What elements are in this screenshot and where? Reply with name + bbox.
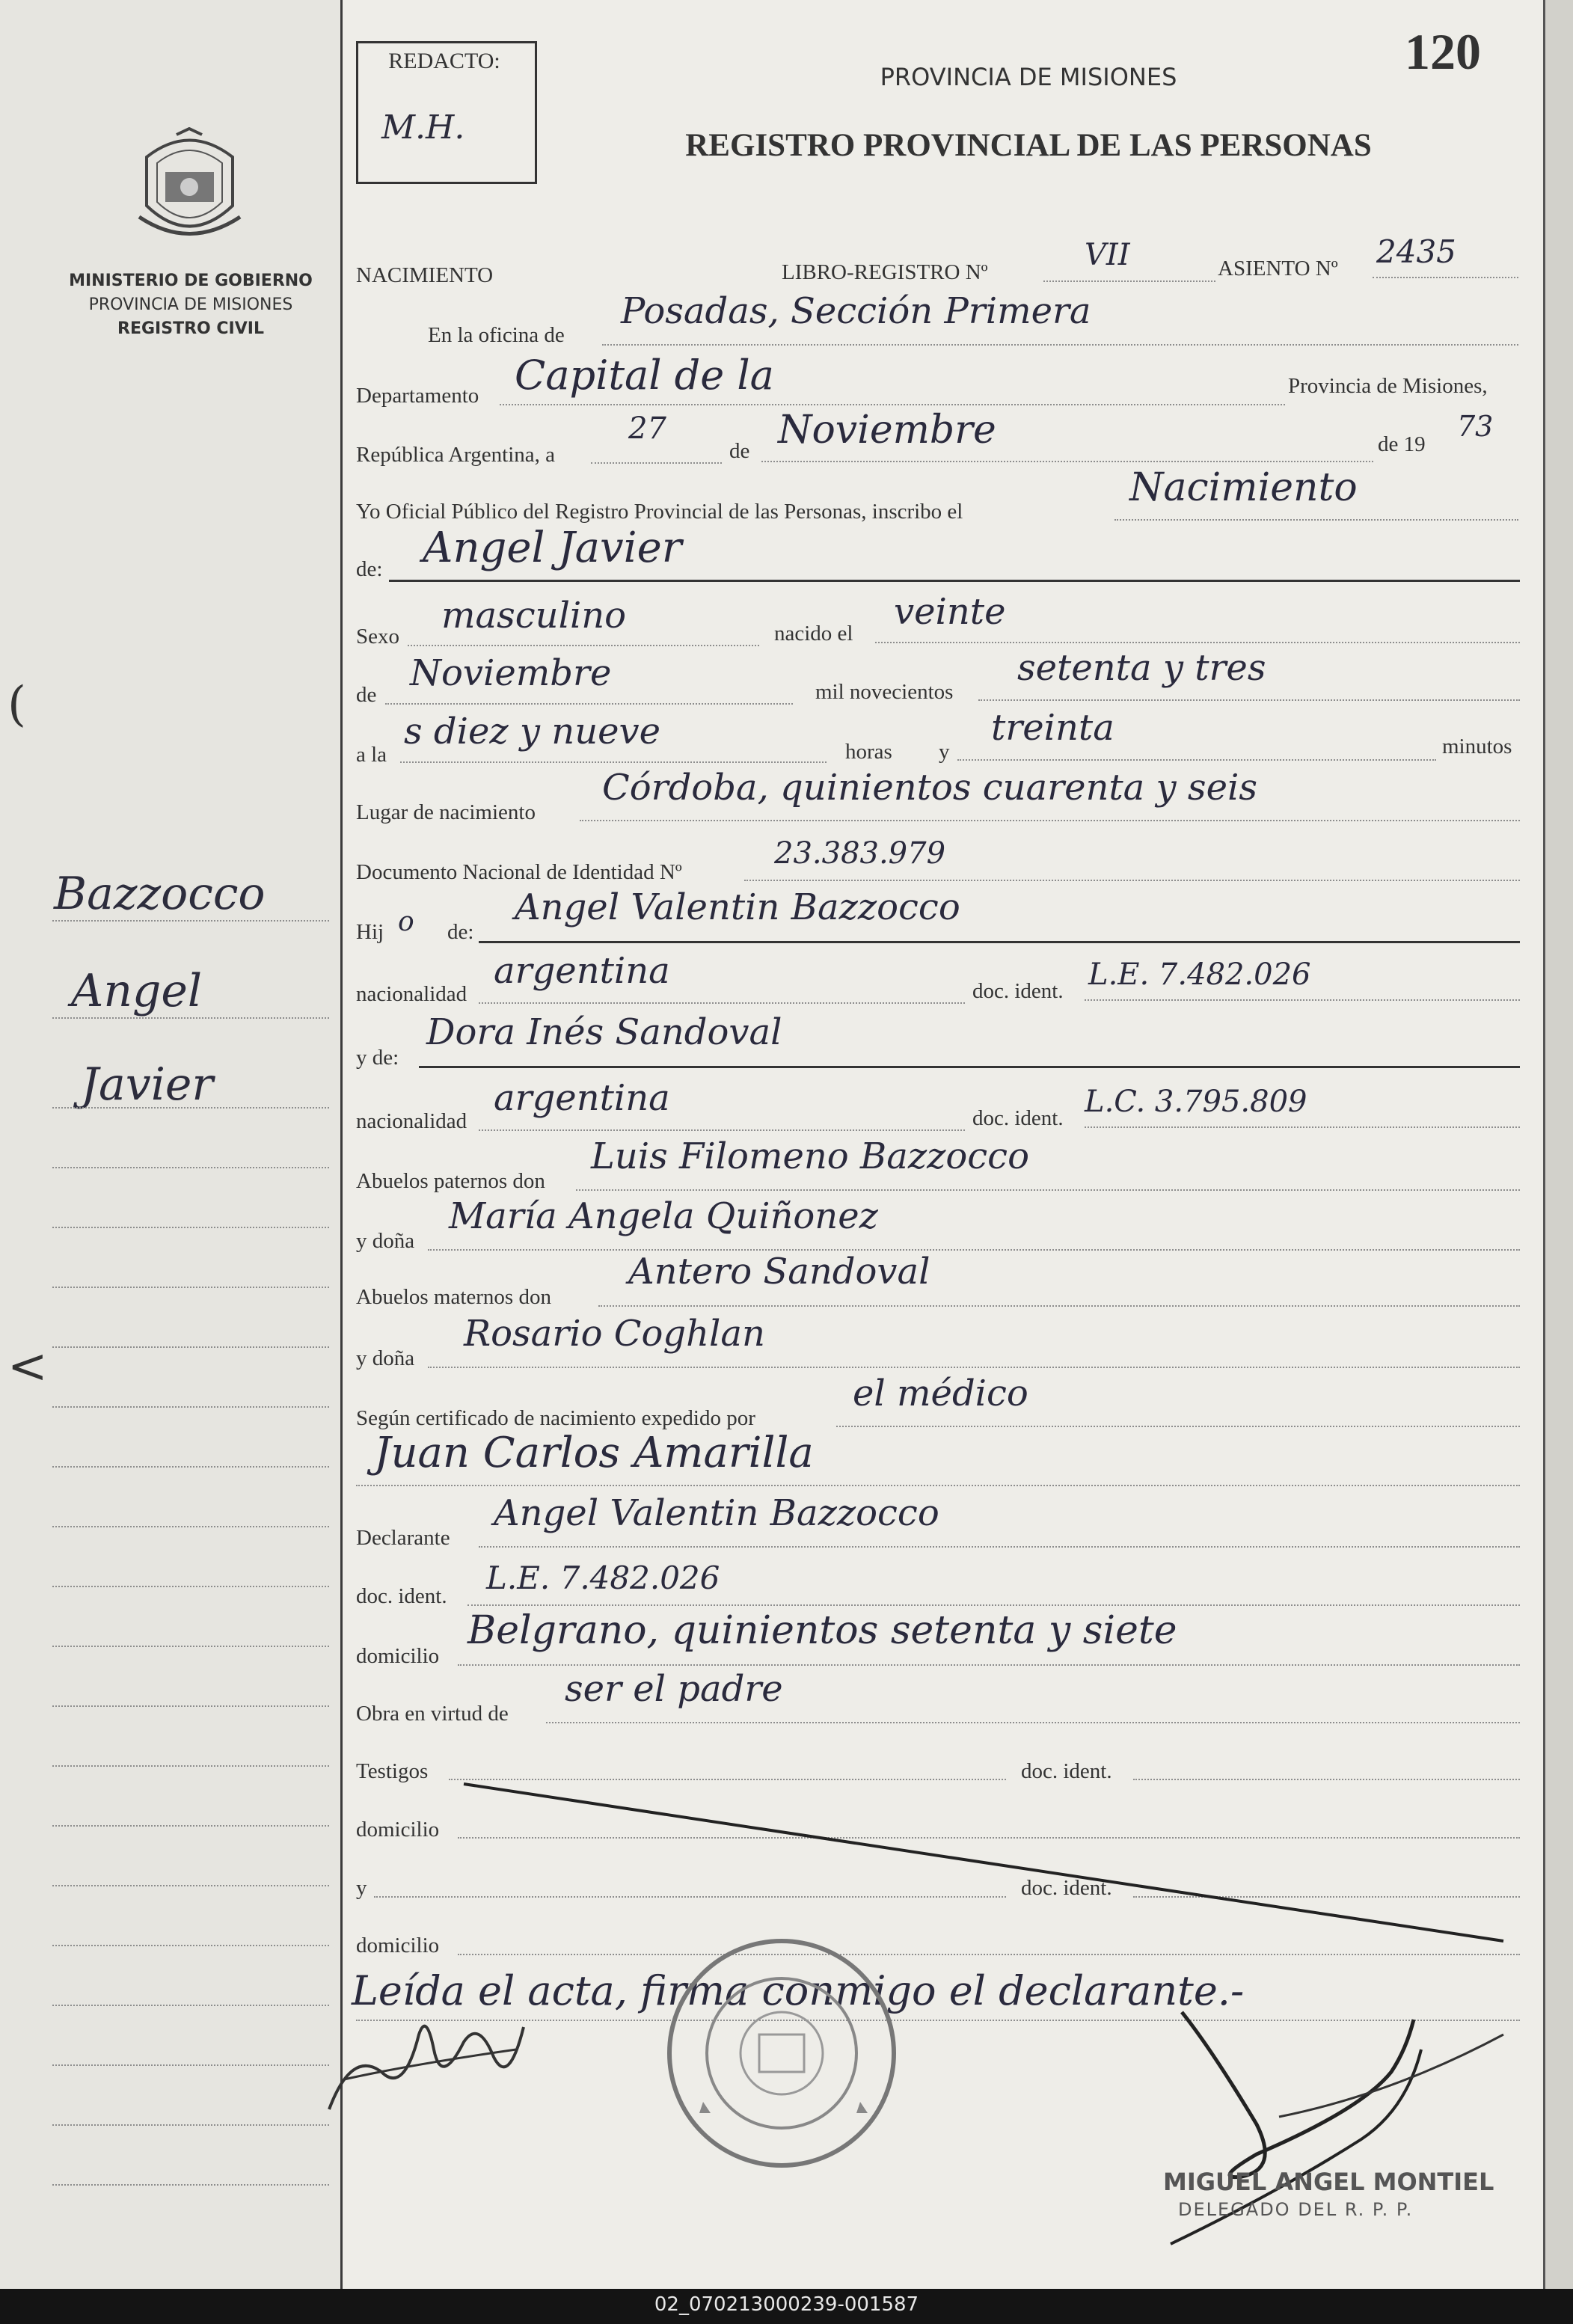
abuela-materna-value: Rosario Coghlan (464, 1313, 765, 1355)
redacto-label: REDACTO: (388, 49, 500, 73)
hijo-label: Hij (356, 920, 384, 944)
nacionalidad2-label: nacionalidad (356, 1109, 467, 1133)
ydona2-label: y doña (356, 1346, 415, 1370)
certificado-label: Según certificado de nacimiento expedido por (356, 1406, 755, 1430)
redacto-initials: M.H. (381, 108, 465, 147)
oficina-label: En la oficina de (428, 323, 565, 347)
abuelo-paterno-value: Luis Filomeno Bazzocco (591, 1135, 1029, 1177)
ala-label: a la (356, 743, 387, 767)
testigos-label: Testigos (356, 1759, 429, 1783)
certificado-value: el médico (853, 1373, 1028, 1414)
mil-label: mil novecientos (815, 680, 954, 704)
dni-label: Documento Nacional de Identidad Nº (356, 860, 682, 884)
hora-value: s diez y nueve (404, 711, 661, 752)
dni-value: 23.383.979 (774, 836, 946, 871)
doc-ident-label: doc. ident. (972, 979, 1064, 1003)
departamento-value: Capital de la (515, 352, 774, 399)
official-name: MIGUEL ANGEL MONTIEL (1163, 2168, 1494, 2196)
doc-ident4-label: doc. ident. (1021, 1759, 1112, 1783)
ministry-line-1: MINISTERIO DE GOBIERNO (69, 272, 313, 290)
oficina-value: Posadas, Sección Primera (621, 290, 1091, 332)
official-circular-stamp (658, 1930, 905, 2177)
asiento-label: ASIENTO Nº (1218, 257, 1338, 280)
margin-given-name-1: Angel (71, 965, 203, 1017)
minutos-value: treinta (991, 707, 1114, 749)
image-id-caption: 02_070213000239-001587 (654, 2293, 919, 2316)
ministry-line-2: PROVINCIA DE MISIONES (88, 295, 293, 314)
y2-label: y (356, 1876, 367, 1900)
libro-value: VII (1085, 238, 1130, 272)
abuelos-paternos-label: Abuelos paternos don (356, 1169, 545, 1193)
closing-text: Leída el acta, firma conmigo el declarante.- (352, 1967, 1245, 2014)
domicilio-value: Belgrano, quinientos setenta y siete (467, 1608, 1177, 1653)
margin-bracket-mark: ( (7, 677, 26, 732)
registry-title: REGISTRO PROVINCIAL DE LAS PERSONAS (685, 128, 1372, 163)
obra-label: Obra en virtud de (356, 1702, 509, 1726)
declarante-label: Declarante (356, 1526, 450, 1550)
anio-value: 73 (1457, 410, 1494, 443)
de2-label: de (356, 683, 377, 707)
lugar-label: Lugar de nacimiento (356, 800, 536, 824)
domicilio2-label: domicilio (356, 1818, 440, 1842)
anio-words-value: setenta y tres (1017, 647, 1266, 689)
libro-label: LIBRO-REGISTRO Nº (782, 260, 988, 284)
domicilio3-label: domicilio (356, 1934, 440, 1957)
hijo-suffix: o (398, 907, 414, 937)
dia-value: 27 (628, 411, 666, 446)
page-number: 120 (1405, 23, 1481, 80)
declarante-value: Angel Valentin Bazzocco (494, 1492, 939, 1534)
abuelo-materno-value: Antero Sandoval (628, 1251, 930, 1293)
obra-value: ser el padre (565, 1668, 783, 1710)
province-title: PROVINCIA DE MISIONES (880, 63, 1177, 91)
ydona-label: y doña (356, 1229, 415, 1253)
abuelos-maternos-label: Abuelos maternos don (356, 1285, 551, 1309)
nombre-value: Angel Javier (423, 524, 682, 572)
horas-label: horas (845, 740, 892, 764)
sexo-value: masculino (441, 595, 627, 637)
official-title: DELEGADO DEL R. P. P. (1178, 2199, 1414, 2220)
inscribo-value: Nacimiento (1129, 465, 1358, 510)
nacido-value: veinte (894, 591, 1006, 633)
lugar-value: Córdoba, quinientos cuarenta y seis (602, 767, 1257, 809)
nacionalidad-label: nacionalidad (356, 982, 467, 1006)
act-type-label: NACIMIENTO (356, 263, 494, 287)
doc-ident3-label: doc. ident. (356, 1584, 447, 1608)
abuela-paterna-value: María Angela Quiñonez (449, 1195, 878, 1237)
asiento-value: 2435 (1376, 233, 1456, 270)
nacionalidad-madre-value: argentina (494, 1077, 670, 1119)
domicilio-label: domicilio (356, 1644, 440, 1668)
y-label: y (939, 740, 950, 764)
departamento-label: Departamento (356, 384, 479, 408)
medico-value: Juan Carlos Amarilla (374, 1429, 814, 1477)
yde-label: y de: (356, 1046, 399, 1070)
margin-surname: Bazzocco (54, 868, 266, 920)
mes2-value: Noviembre (410, 652, 612, 694)
margin-bracket-mark: < (7, 1339, 48, 1394)
doc-padre-value: L.E. 7.482.026 (1088, 957, 1311, 992)
padre-value: Angel Valentin Bazzocco (515, 886, 960, 928)
ministry-line-3: REGISTRO CIVIL (117, 319, 264, 338)
nacido-label: nacido el (774, 622, 853, 646)
doc-madre-value: L.C. 3.795.809 (1085, 1085, 1307, 1119)
de-label: de (729, 439, 750, 463)
minutos-label: minutos (1442, 735, 1512, 758)
margin-given-name-2: Javier (81, 1058, 214, 1111)
republica-label: República Argentina, a (356, 443, 556, 467)
doc-ident5-label: doc. ident. (1021, 1876, 1112, 1900)
doc-ident2-label: doc. ident. (972, 1106, 1064, 1130)
doc-declarante-value: L.E. 7.482.026 (486, 1560, 720, 1596)
mes-value: Noviembre (778, 408, 996, 453)
anio-label: de 19 (1378, 432, 1426, 456)
oficial-text: Yo Oficial Público del Registro Provincial de las Personas, inscribo el (356, 500, 963, 524)
sexo-label: Sexo (356, 625, 399, 649)
hijo-de-label: de: (447, 920, 474, 944)
declarant-signature (322, 2005, 531, 2124)
madre-value: Dora Inés Sandoval (426, 1011, 782, 1053)
nacionalidad-padre-value: argentina (494, 950, 670, 992)
nombre-label: de: (356, 557, 383, 581)
provincia-suffix: Provincia de Misiones, (1288, 374, 1488, 398)
